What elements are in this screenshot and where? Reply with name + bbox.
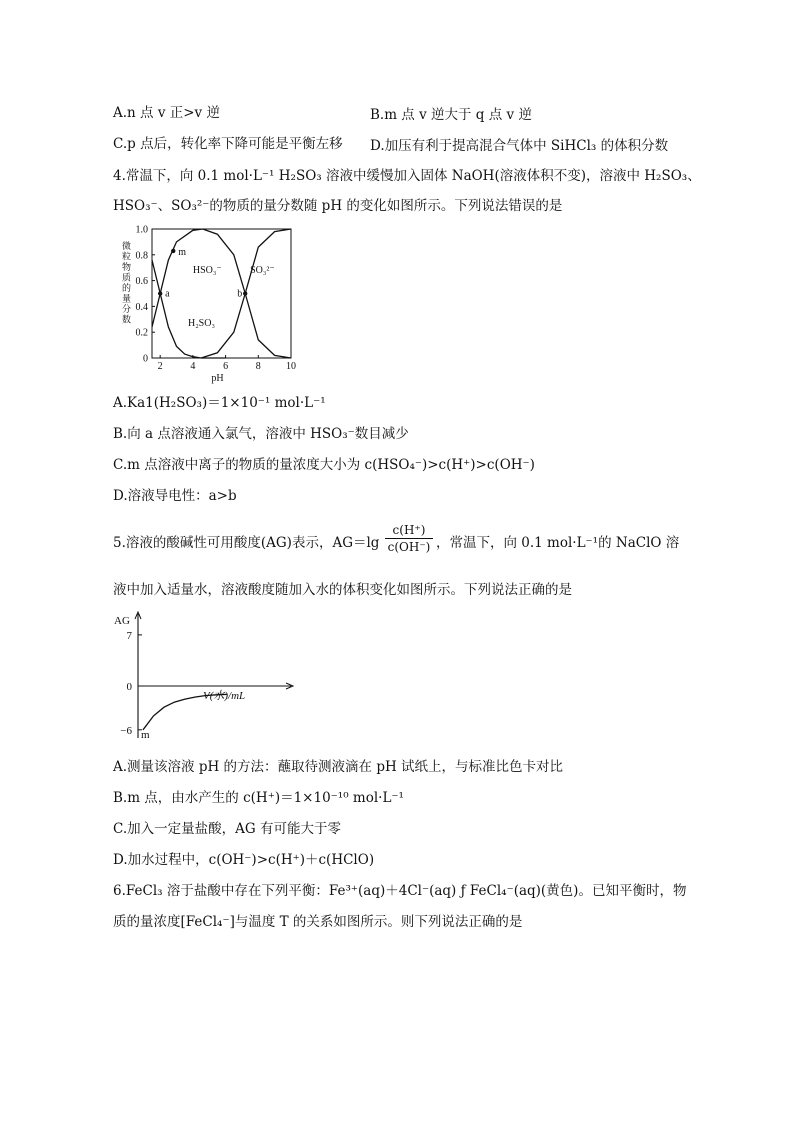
- y-axis-label: 微粒物质的量分数: [122, 241, 132, 325]
- q5-fraction: [385, 523, 433, 554]
- y-tick-label: 0: [143, 353, 148, 365]
- q5-stem-line2: 液中加入适量水，溶液酸度随加入水的体积变化如图所示。下列说法正确的是: [113, 582, 572, 598]
- q3-option-b: B.m 点 v 逆大于 q 点 v 逆: [370, 107, 532, 123]
- y-tick-label: 0.8: [135, 250, 148, 262]
- q4-stem-line1: 4.常温下，向 0.1 mol·L⁻¹ H₂SO₃ 溶液中缓慢加入固体 NaOH(溶液体积不变)，溶液中 H₂SO₃、: [113, 168, 701, 184]
- q4-option-c: C.m 点溶液中离子的物质的量浓度大小为 c(HSO₄⁻)>c(H⁺)>c(OH⁻): [113, 457, 535, 473]
- x-axis-label: pH: [211, 373, 224, 384]
- x-axis-label: V(水)/mL: [203, 690, 246, 702]
- q6-stem-line2: 质的量浓度[FeCl₄⁻]与温度 T 的关系如图所示。则下列说法正确的是: [113, 914, 523, 930]
- q5-option-a: A.测量该溶液 pH 的方法：蘸取待测液滴在 pH 试纸上，与标准比色卡对比: [113, 759, 564, 775]
- q5-option-d: D.加水过程中，c(OH⁻)>c(H⁺)＋c(HClO): [113, 852, 375, 868]
- y-tick-label: 7: [126, 629, 132, 642]
- y-tick-label: 0.6: [135, 276, 148, 288]
- y-axis-label: AG: [114, 615, 130, 627]
- point-m: [171, 249, 175, 253]
- q4-stem-line2: HSO₃⁻、SO₃²⁻的物质的量分数随 pH 的变化如图所示。下列说法错误的是: [113, 198, 563, 214]
- y-tick-label: 1.0: [135, 224, 148, 236]
- point-label: b: [237, 288, 243, 300]
- q5-option-c: C.加入一定量盐酸，AG 有可能大于零: [113, 821, 341, 837]
- q4-chart: [108, 222, 298, 387]
- q5-chart: [108, 608, 298, 746]
- q5-fraction-numerator: c(H⁺): [392, 523, 426, 537]
- x-tick-label: 4: [190, 361, 196, 372]
- point-b: [243, 291, 247, 295]
- point-label: m: [178, 246, 187, 258]
- q5-stem-pre: 5.溶液的酸碱性可用酸度(AG)表示，AG＝lg: [113, 535, 380, 551]
- y-tick-label: 0.2: [135, 327, 148, 339]
- point-label: a: [165, 288, 170, 300]
- q3-option-c: C.p 点后，转化率下降可能是平衡左移: [113, 136, 343, 152]
- y-tick-label: −6: [120, 724, 132, 737]
- q4-option-a: A.Ka1(H₂SO₃)＝1×10⁻¹ mol·L⁻¹: [113, 395, 326, 411]
- q3-option-a: A.n 点 v 正>v 逆: [113, 105, 220, 121]
- q6-stem-line1: 6.FeCl₃ 溶于盐酸中存在下列平衡：Fe³⁺(aq)＋4Cl⁻(aq) ƒ FeCl₄⁻(aq)(黄色)。已知平衡时，物: [113, 883, 687, 899]
- y-tick-label: 0.4: [135, 301, 148, 313]
- x-tick-label: 2: [157, 361, 163, 372]
- series-label: HSO₃⁻: [192, 264, 222, 276]
- point-label: m: [141, 728, 150, 741]
- series-label: SO₃²⁻: [250, 264, 275, 276]
- series-label: H₂SO₃: [187, 317, 215, 329]
- q4-option-d: D.溶液导电性：a>b: [113, 488, 237, 504]
- q3-option-d: D.加压有利于提高混合气体中 SiHCl₃ 的体积分数: [370, 138, 669, 154]
- y-tick-label: 0: [126, 681, 132, 693]
- point-a: [158, 291, 162, 295]
- q4-option-b: B.向 a 点溶液通入氯气，溶液中 HSO₃⁻数目减少: [113, 426, 409, 442]
- q5-option-b: B.m 点，由水产生的 c(H⁺)＝1×10⁻¹⁰ mol·L⁻¹: [113, 790, 404, 806]
- q5-fraction-denominator: c(OH⁻): [387, 540, 431, 554]
- x-tick-label: 10: [286, 361, 296, 372]
- x-tick-label: 6: [223, 361, 229, 372]
- q5-stem-post: ，常温下，向 0.1 mol·L⁻¹的 NaClO 溶: [436, 535, 680, 551]
- x-tick-label: 8: [255, 361, 261, 372]
